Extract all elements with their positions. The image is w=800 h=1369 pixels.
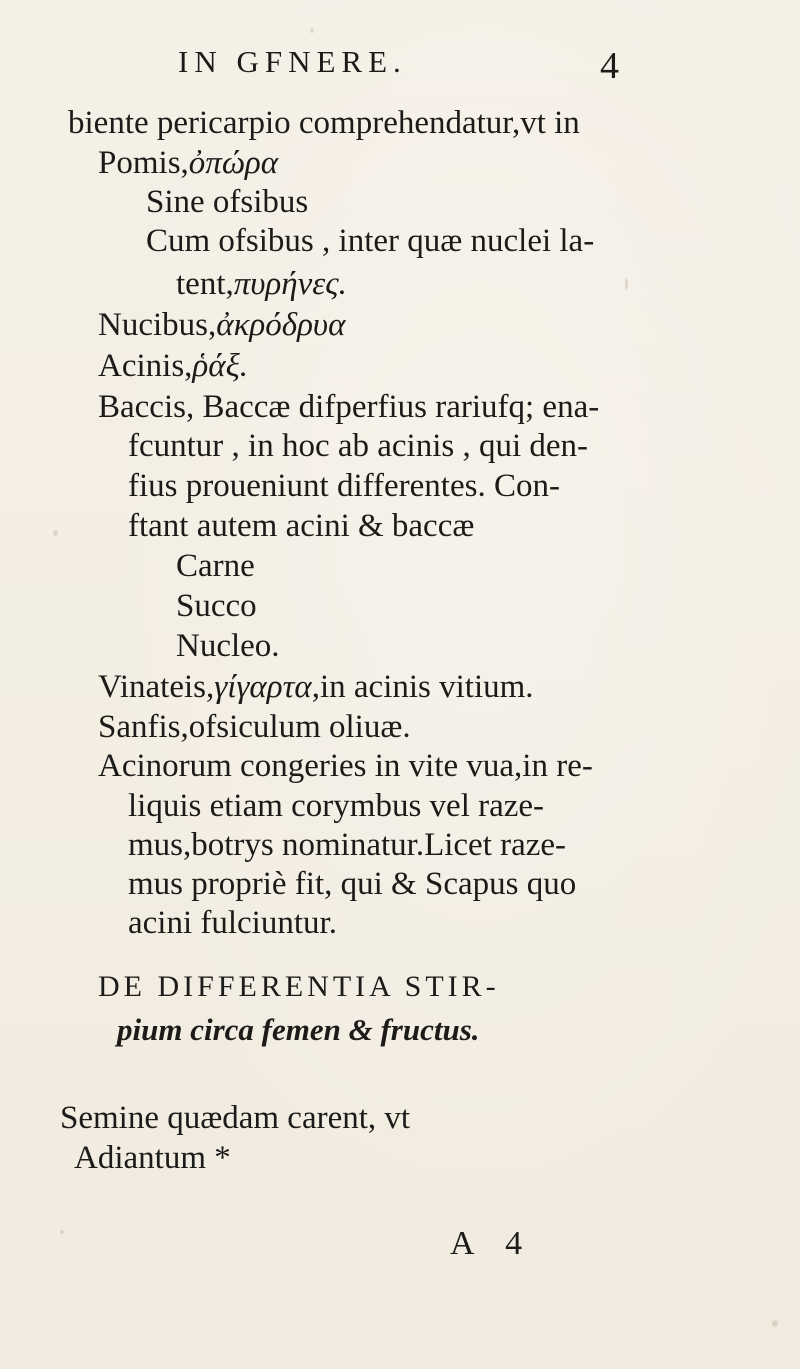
text-line — [128, 430, 588, 463]
running-head: IN GFNERE. — [178, 44, 407, 79]
line-text: Nucibus, — [98, 307, 217, 343]
line-text: liquis etiam corymbus vel raze- — [128, 788, 545, 824]
text-line — [128, 790, 544, 823]
section-title: DE DIFFERENTIA STIR- — [98, 970, 500, 1003]
text-line — [128, 470, 560, 503]
text-line — [98, 309, 345, 342]
text-line — [128, 510, 474, 543]
foxing-spot — [60, 1230, 64, 1234]
line-text: Pomis, — [98, 145, 189, 181]
line-text: Sanfis,ofsiculum oliuæ. — [98, 709, 411, 745]
line-text: mus,botrys nominatur.Licet raze- — [128, 827, 567, 863]
foxing-spot — [310, 28, 314, 33]
text-line — [74, 1142, 231, 1175]
page-number: 4 — [600, 45, 619, 87]
signature-mark: A 4 — [450, 1225, 535, 1262]
line-text: ftant autem acini & baccæ — [128, 508, 475, 544]
text-line — [128, 829, 566, 862]
line-text: biente pericarpio comprehendatur,vt in — [68, 105, 580, 141]
line-text: mus propriè fit, qui & Scapus quo — [128, 866, 577, 902]
text-line — [176, 630, 280, 663]
line-text: Carne — [176, 548, 255, 584]
section-subtitle: pium circa femen & fructus. — [117, 1012, 480, 1047]
line-text: Baccis, Baccæ difperfius rariufq; ena- — [98, 389, 600, 425]
text-line — [176, 590, 257, 623]
text-line — [68, 107, 580, 140]
line-text: ,in acinis vitium. — [311, 669, 534, 705]
text-line — [128, 907, 337, 940]
text-line — [98, 350, 248, 383]
greek-term: ὀπώρα — [188, 145, 279, 181]
line-text: tent, — [176, 266, 234, 302]
text-line — [128, 868, 576, 901]
text-line — [98, 750, 593, 783]
foxing-spot — [53, 530, 58, 536]
line-text: Vinateis, — [98, 669, 215, 705]
foxing-spot — [625, 278, 628, 290]
line-text: Succo — [176, 588, 257, 624]
greek-term: πυρήνες. — [233, 266, 347, 302]
line-text: Cum ofsibus , inter quæ nuclei la- — [146, 223, 595, 259]
line-text: Adiantum * — [74, 1140, 231, 1176]
line-text: Semine quædam carent, vt — [60, 1100, 411, 1136]
foxing-spot — [772, 1320, 778, 1327]
text-line — [98, 147, 278, 180]
line-text: fcuntur , in hoc ab acinis , qui den- — [128, 428, 589, 464]
greek-term: ῥάξ. — [192, 348, 248, 384]
line-text: acini fulciuntur. — [128, 905, 337, 941]
text-line — [98, 711, 411, 744]
page-header — [0, 44, 800, 94]
line-text: Acinis, — [98, 348, 193, 384]
text-line — [176, 550, 255, 583]
line-text: Acinorum congeries in vite vua,in re- — [98, 748, 593, 784]
text-line — [146, 186, 308, 219]
text-line — [176, 268, 347, 301]
line-text: fius proueniunt differentes. Con- — [128, 468, 560, 504]
line-text: Nucleo. — [176, 628, 280, 664]
text-line — [98, 391, 599, 424]
line-text: Sine ofsibus — [146, 184, 309, 220]
text-line — [60, 1102, 410, 1135]
greek-term: γίγαρτα — [214, 669, 312, 705]
text-line — [146, 225, 594, 258]
greek-term: ἀκρόδρυα — [216, 307, 346, 343]
text-line — [98, 671, 534, 704]
